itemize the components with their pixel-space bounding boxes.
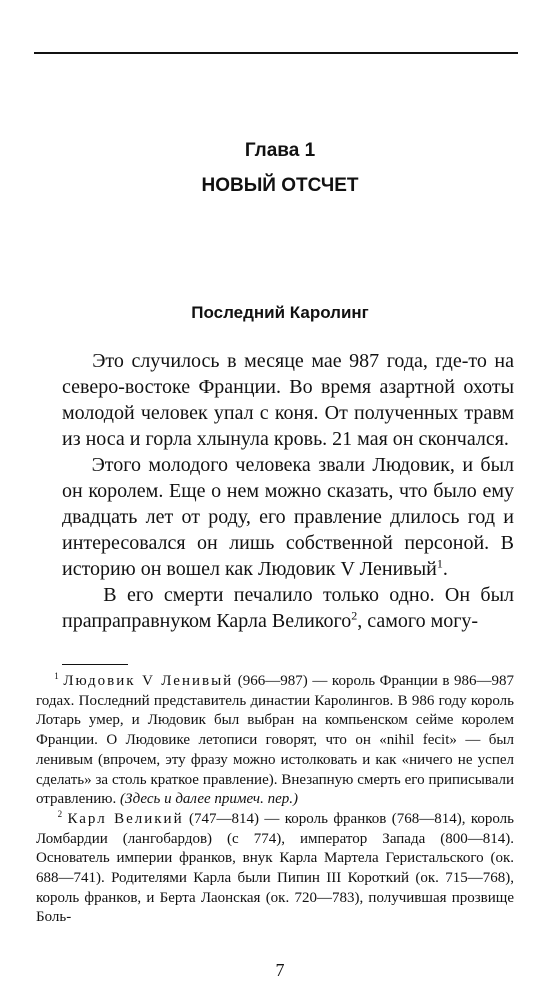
footnote-marker-2: 2 bbox=[57, 808, 63, 819]
footnotes bbox=[36, 672, 514, 928]
paragraph-1 bbox=[62, 348, 514, 452]
paragraph-3-text: В его смерти печалило только одно. Он был прапраправнуком Карла Великого bbox=[62, 584, 514, 632]
footnote-rule bbox=[62, 664, 128, 665]
paragraph-3-tail: , самого могу- bbox=[357, 610, 479, 632]
page-number: 7 bbox=[275, 960, 285, 980]
chapter-number: Глава 1 bbox=[244, 140, 316, 161]
footnote-ref-1[interactable]: 1 bbox=[436, 556, 443, 571]
paragraph-2: Этого молодого человека звали Людовик, и был он королем. Еще о нем можно сказать, что было ему двадцать лет от роду, его правление длилось год и интересовался он лишь собственной персоной. В историю он вошел как Людовик V Ленивый$^1$. bbox=[62, 454, 515, 580]
footnote-1 bbox=[36, 672, 514, 810]
paragraph-3 bbox=[62, 582, 514, 634]
footnote-1-name: Людовик V Ленивый bbox=[63, 673, 234, 689]
footnote-2 bbox=[36, 810, 514, 928]
footnote-1-text: (966—987) — король Франции в 986—987 годах. Последний представитель династии Каролингов. В 986 году король Лотарь умер, и Людовик был выбран на компьенском сейме королем Франции. О Людовике летописи говорят, что он «nihil fecit» — был ленивым (впрочем, эту фразу можно истолковать и как «ничего не успел сделать» за столь краткое правление). Внезапную смерть его приписывали отравлению. bbox=[36, 673, 514, 808]
top-rule bbox=[34, 52, 518, 54]
paragraph-2-text: Этого молодого человека звали Людовик, и был он королем. Еще о нем можно сказать, что было ему двадцать лет от роду, его правление длилось год и интересовался он лишь собственной персоной. В историю он вошел как Людовик V Ленивый bbox=[62, 454, 515, 580]
footnote-ref-2[interactable]: 2 bbox=[351, 608, 358, 623]
body-text bbox=[62, 348, 514, 634]
section-title: Последний Каролинг bbox=[191, 303, 369, 322]
footnote-marker-1: 1 bbox=[54, 671, 59, 681]
footnote-1-note: (Здесь и далее примеч. пер.) bbox=[120, 791, 298, 808]
chapter-title: НОВЫЙ ОТСЧЕТ bbox=[201, 175, 359, 196]
paragraph-1-text: Это случилось в месяце мае 987 года, где-то на северо-востоке Франции. Во время азартной охоты молодой человек упал с коня. От полученных травм из носа и горла хлынула кровь. 21 мая он скончался. bbox=[62, 350, 514, 450]
footnote-2-text: (747—814) — король франков (768—814), король Ломбардии (лангобардов) (с 774), император Запада (800—814). Основатель империи франков, внук Карла Мартела Геристальского (ок. 688—741). Родителями Карла были Пипин III Короткий (ок. 715—768), король франков, и Берта Лаонская (ок. 720—783), получившая прозвище Боль- bbox=[36, 810, 515, 926]
footnote-2-name: Карл Великий bbox=[67, 810, 184, 827]
